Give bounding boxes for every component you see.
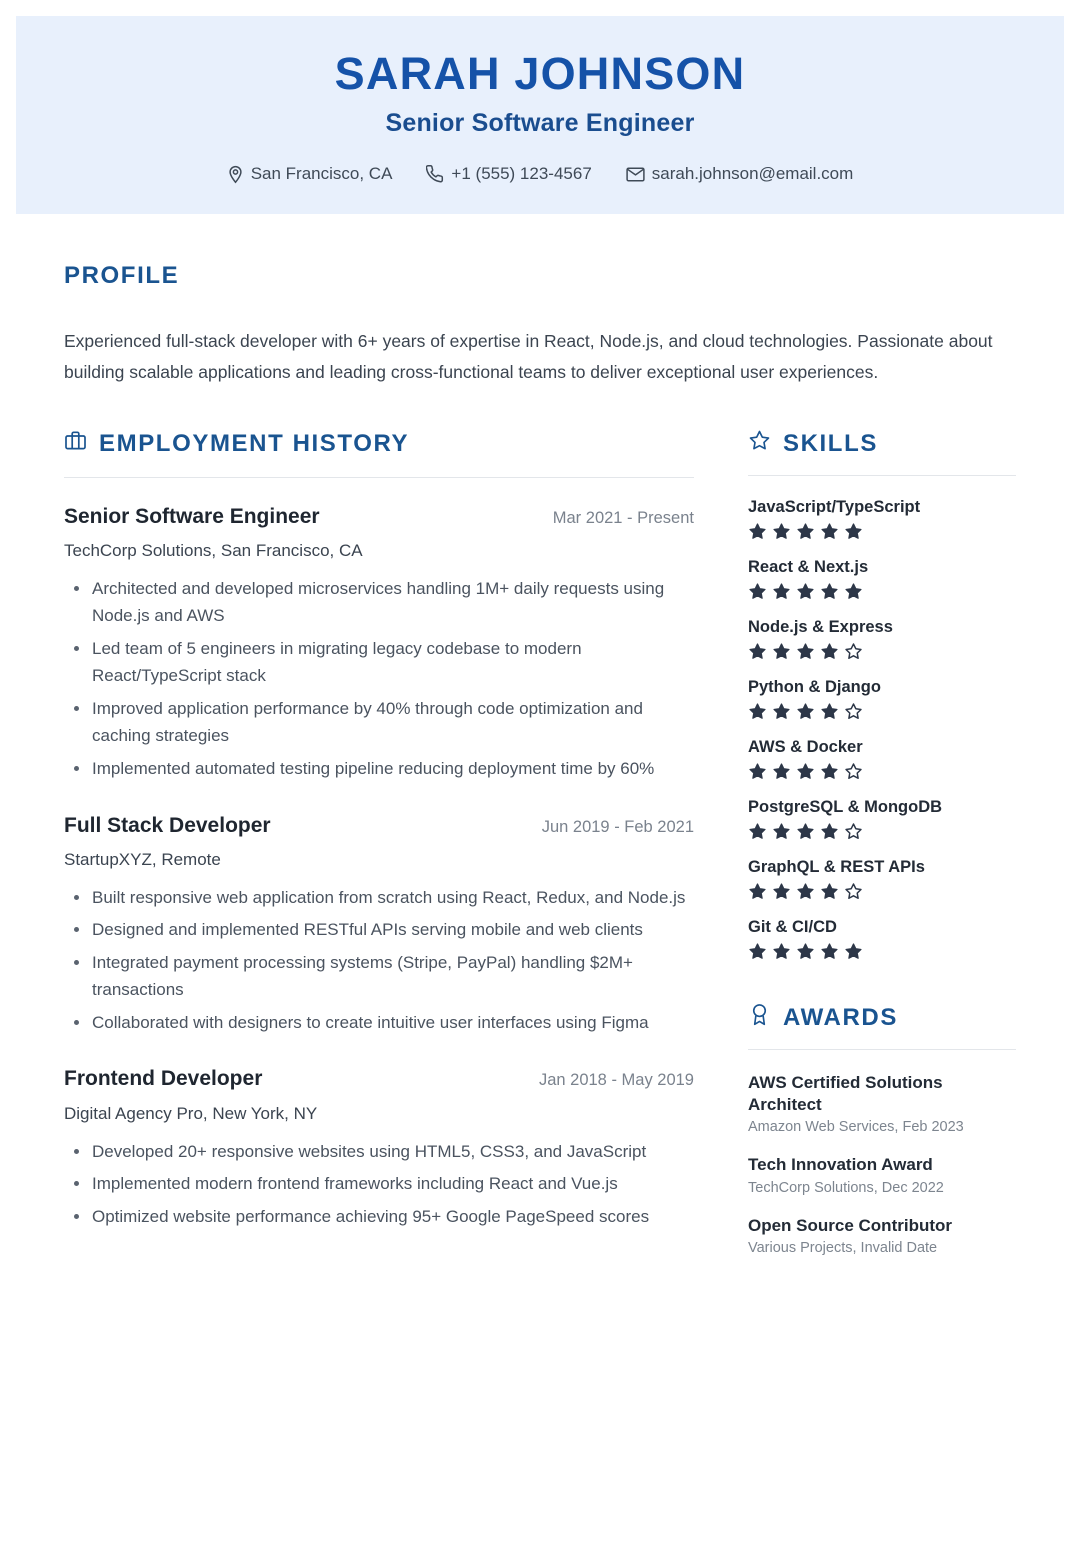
profile-heading-label: PROFILE [64,262,180,290]
award-meta: Amazon Web Services, Feb 2023 [748,1119,964,1136]
star-filled-icon [796,942,815,961]
star-filled-icon [844,522,863,541]
star-filled-icon [772,822,791,841]
star-filled-icon [820,822,839,841]
job-company: StartupXYZ, Remote [64,849,221,869]
star-empty-icon [844,882,863,901]
star-empty-icon [844,642,863,661]
job-title: Full Stack Developer [64,813,271,837]
skill-item [748,618,1016,661]
star-filled-icon [796,522,815,541]
awards-list [748,1072,1016,1257]
star-filled-icon [748,702,767,721]
star-filled-icon [748,522,767,541]
contact-location[interactable] [227,164,393,184]
skill-name: React & Next.js [748,557,869,576]
skill-rating [748,822,1016,841]
star-filled-icon [796,702,815,721]
star-filled-icon [772,882,791,901]
employment-section [64,429,694,1236]
star-empty-icon [844,762,863,781]
award-title: Open Source Contributor [748,1215,952,1235]
sidebar [748,429,1016,1257]
star-filled-icon [820,882,839,901]
job-header-row [64,1066,694,1092]
employment-divider [64,477,694,478]
star-filled-icon [796,762,815,781]
job-title: Frontend Developer [64,1067,263,1091]
job-bullet: Improved application performance by 40% through code optimization and caching strategies [64,695,694,750]
skill-item [748,558,1016,601]
job-bullet: Implemented automated testing pipeline reducing deployment time by 60% [64,755,694,783]
award-ribbon-icon [748,1003,771,1033]
employment-heading-label: EMPLOYMENT HISTORY [99,429,410,457]
star-filled-icon [772,762,791,781]
employment-list [64,504,694,1231]
star-filled-icon [820,642,839,661]
star-filled-icon [772,942,791,961]
star-filled-icon [796,582,815,601]
contact-phone-text: +1 (555) 123-4567 [451,164,592,184]
star-filled-icon [748,822,767,841]
job-entry [64,813,694,1037]
skill-item [748,738,1016,781]
skill-rating [748,582,1016,601]
job-entry [64,504,694,783]
awards-heading [748,1003,1016,1033]
contact-email-text: sarah.johnson@email.com [651,164,854,184]
star-filled-icon [748,882,767,901]
awards-section [748,1003,1016,1257]
award-meta: TechCorp Solutions, Dec 2022 [748,1179,944,1196]
job-bullet-list [64,575,694,783]
star-outline-icon [748,429,771,459]
skill-name: GraphQL & REST APIs [748,857,925,876]
page-title: SARAH JOHNSON [334,48,746,99]
star-filled-icon [748,942,767,961]
job-date: Jan 2018 - May 2019 [538,1071,694,1090]
skills-list [748,498,1016,961]
award-title: AWS Certified Solutions Architect [748,1072,943,1114]
resume-page [0,16,1080,1543]
skills-heading-label: SKILLS [783,429,878,457]
employment-heading [64,429,694,459]
awards-heading-label: AWARDS [783,1003,898,1031]
skill-item [748,858,1016,901]
skill-name: Node.js & Express [748,617,893,636]
job-header-row [64,504,694,530]
skill-name: PostgreSQL & MongoDB [748,797,943,816]
job-bullet: Implemented modern frontend frameworks including React and Vue.js [64,1170,694,1198]
job-bullet: Collaborated with designers to create intuitive user interfaces using Figma [64,1009,694,1037]
star-filled-icon [748,642,767,661]
skill-item [748,498,1016,541]
profile-section [64,262,1016,388]
star-filled-icon [772,642,791,661]
skill-name: AWS & Docker [748,737,863,756]
award-item [748,1154,1016,1195]
job-date: Jun 2019 - Feb 2021 [541,817,694,836]
skill-rating [748,522,1016,541]
job-bullet: Architected and developed microservices handling 1M+ daily requests using Node.js and AWS [64,575,694,630]
star-filled-icon [772,582,791,601]
job-entry [64,1066,694,1230]
star-filled-icon [820,582,839,601]
star-filled-icon [820,702,839,721]
star-filled-icon [820,942,839,961]
star-filled-icon [820,762,839,781]
job-header-row [64,813,694,839]
skill-rating [748,942,1016,961]
star-empty-icon [844,702,863,721]
award-meta: Various Projects, Invalid Date [748,1240,938,1257]
resume-header-banner [16,16,1064,214]
contact-phone[interactable] [426,164,591,184]
job-bullet: Built responsive web application from scratch using React, Redux, and Node.js [64,884,694,912]
contact-email[interactable] [626,164,854,184]
skill-item [748,918,1016,961]
star-filled-icon [796,642,815,661]
awards-divider [748,1049,1016,1050]
skill-rating [748,882,1016,901]
award-title: Tech Innovation Award [748,1155,933,1175]
job-date: Mar 2021 - Present [552,508,694,527]
skill-name: Python & Django [748,677,881,696]
location-pin-icon [227,165,244,184]
star-filled-icon [820,522,839,541]
skills-heading [748,429,1016,459]
job-bullet: Led team of 5 engineers in migrating legacy codebase to modern React/TypeScript stack [64,635,694,690]
job-bullet: Optimized website performance achieving 95+ Google PageSpeed scores [64,1203,694,1231]
profile-summary-text: Experienced full-stack developer with 6+ years of expertise in React, Node.js, and cloud technologies. Passionate about building scalable applications and leading cross-functional teams to deliver exceptional user experiences. [64,331,993,383]
skills-divider [748,475,1016,476]
star-filled-icon [772,702,791,721]
header-job-title: Senior Software Engineer [385,109,695,138]
job-company: Digital Agency Pro, New York, NY [64,1103,318,1123]
job-bullet-list [64,1138,694,1231]
skill-rating [748,702,1016,721]
star-empty-icon [844,822,863,841]
award-item [748,1215,1016,1256]
star-filled-icon [844,942,863,961]
contact-row [36,164,1044,184]
contact-location-text: San Francisco, CA [250,164,393,184]
skills-section [748,429,1016,961]
envelope-icon [626,166,645,183]
skill-item [748,798,1016,841]
skill-name: Git & CI/CD [748,917,837,936]
skill-name: JavaScript/TypeScript [748,497,921,516]
job-bullet-list [64,884,694,1037]
job-company: TechCorp Solutions, San Francisco, CA [64,540,363,560]
job-bullet: Developed 20+ responsive websites using HTML5, CSS3, and JavaScript [64,1138,694,1166]
skill-rating [748,642,1016,661]
star-filled-icon [796,882,815,901]
star-filled-icon [844,582,863,601]
briefcase-icon [64,429,87,459]
job-bullet: Integrated payment processing systems (Stripe, PayPal) handling $2M+ transactions [64,949,694,1004]
phone-icon [426,165,444,183]
profile-heading [64,262,1016,290]
job-bullet: Designed and implemented RESTful APIs serving mobile and web clients [64,916,694,944]
star-filled-icon [772,522,791,541]
skill-rating [748,762,1016,781]
star-filled-icon [796,822,815,841]
skill-item [748,678,1016,721]
resume-body [64,429,1016,1257]
star-filled-icon [748,582,767,601]
star-filled-icon [748,762,767,781]
award-item [748,1072,1016,1136]
job-title: Senior Software Engineer [64,504,320,528]
